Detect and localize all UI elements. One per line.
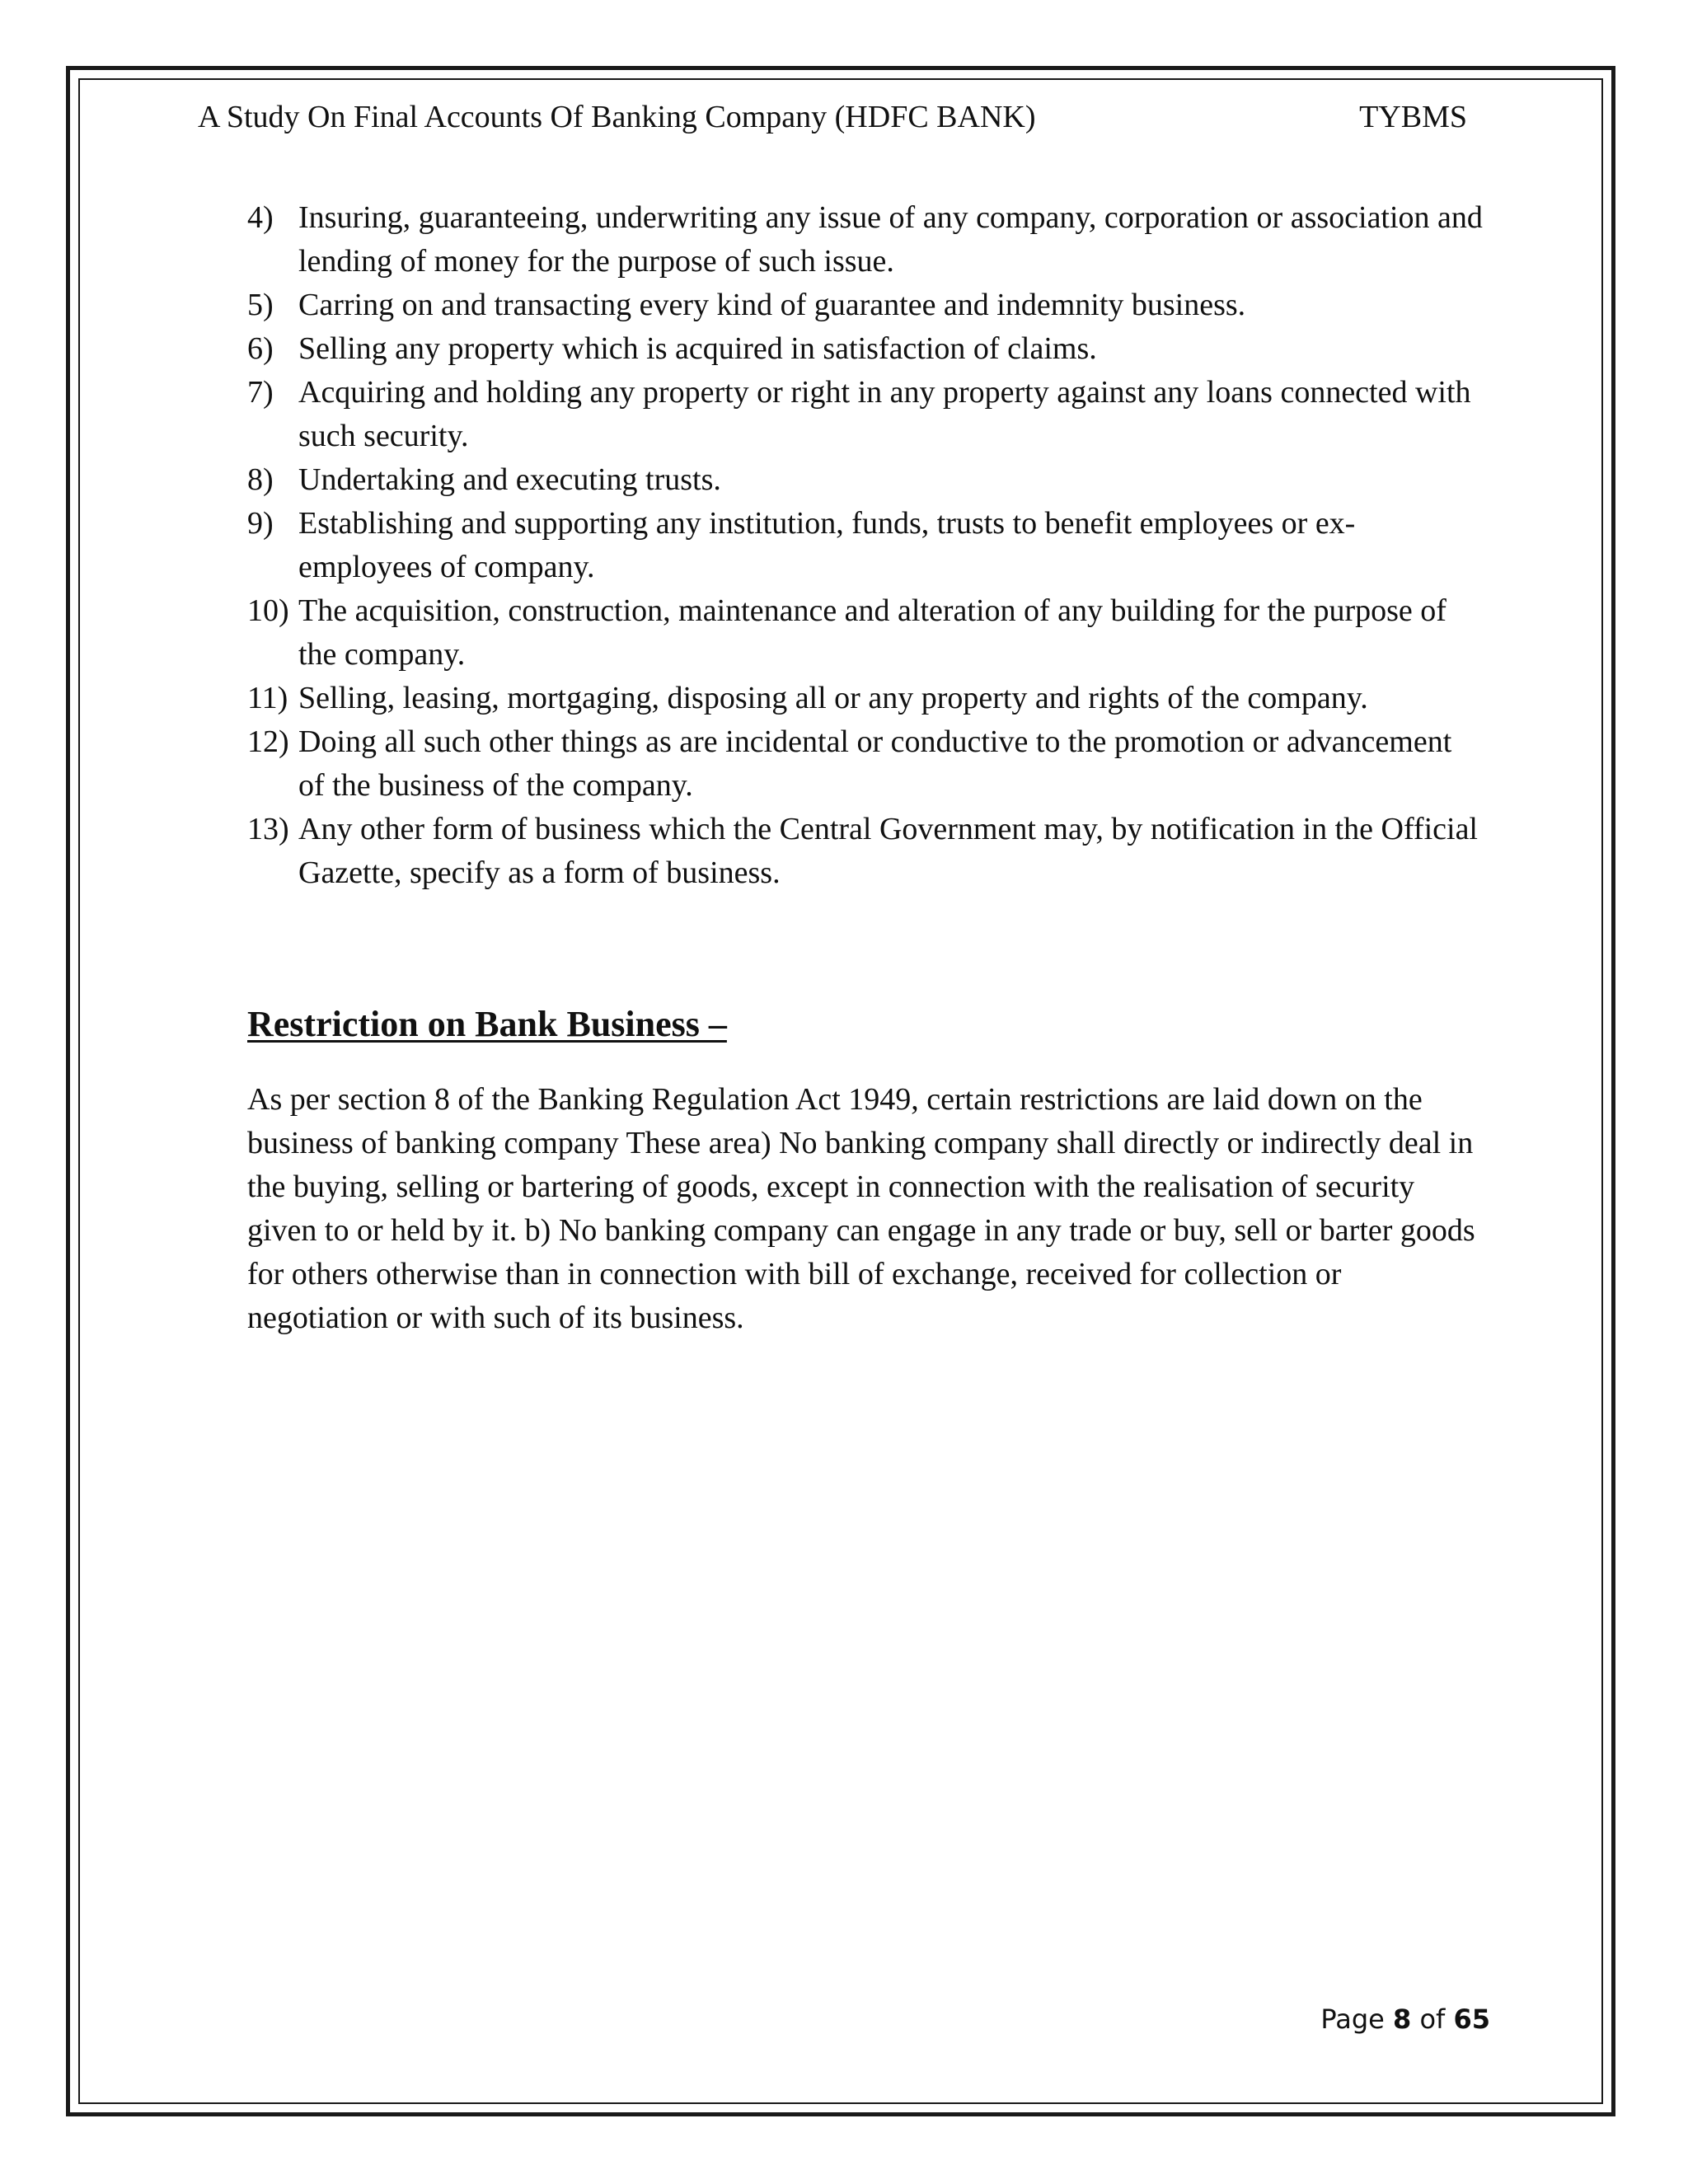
footer-page-number: 8 bbox=[1393, 2004, 1412, 2035]
list-item-number: 9) bbox=[247, 506, 274, 541]
list-item-number: 13) bbox=[247, 812, 289, 846]
list-item-text: Carring on and transacting every kind of guarantee and indemnity business. bbox=[298, 288, 1246, 322]
footer-of-word: of bbox=[1419, 2004, 1446, 2035]
list-item bbox=[247, 458, 1484, 502]
list-item-text: Acquiring and holding any property or right in any property against any loans connected with such security. bbox=[298, 375, 1471, 453]
section-heading: Restriction on Bank Business – bbox=[247, 1004, 727, 1044]
list-item-number: 8) bbox=[247, 462, 274, 497]
list-item-number: 6) bbox=[247, 331, 274, 366]
section-paragraph: As per section 8 of the Banking Regulation Act 1949, certain restrictions are laid down on the business of banking company These area) No banking company shall directly or indirectly deal in the buying, selling or bartering of goods, except in connection with the realisation of security given to or held by it. b) No banking company can engage in any trade or buy, sell or barter goods for others otherwise than in connection with bill of exchange, received for collection or negotiation or with such of its business. bbox=[247, 1082, 1475, 1335]
bank-business-list bbox=[247, 196, 1484, 895]
list-item-number: 5) bbox=[247, 288, 274, 322]
list-item-text: Undertaking and executing trusts. bbox=[298, 462, 721, 497]
list-item-number: 7) bbox=[247, 375, 274, 410]
list-item-text: Insuring, guaranteeing, underwriting any issue of any company, corporation or association and lending of money for the purpose of such issue. bbox=[298, 200, 1483, 279]
header-course: TYBMS bbox=[1359, 100, 1467, 134]
page-footer bbox=[1320, 2003, 1490, 2036]
list-item-number: 11) bbox=[247, 681, 288, 715]
list-item bbox=[247, 371, 1484, 458]
list-item-number: 12) bbox=[247, 724, 289, 759]
list-item-text: Doing all such other things as are incidental or conductive to the promotion or advancement of the business of the company. bbox=[298, 724, 1452, 803]
list-item-text: Selling, leasing, mortgaging, disposing all or any property and rights of the company. bbox=[298, 681, 1368, 715]
list-item-number: 4) bbox=[247, 200, 274, 235]
list-item-text: Selling any property which is acquired in satisfaction of claims. bbox=[298, 331, 1097, 366]
list-item bbox=[247, 720, 1484, 808]
header-title: A Study On Final Accounts Of Banking Company (HDFC BANK) bbox=[198, 100, 1036, 134]
list-item bbox=[247, 196, 1484, 284]
list-item bbox=[247, 808, 1484, 895]
footer-page-word: Page bbox=[1320, 2004, 1385, 2035]
list-item bbox=[247, 502, 1484, 589]
list-item-text: Any other form of business which the Central Government may, by notification in the Official Gazette, specify as a form of business. bbox=[298, 812, 1478, 890]
list-item-number: 10) bbox=[247, 593, 289, 628]
list-item-text: The acquisition, construction, maintenance and alteration of any building for the purpose of the company. bbox=[298, 593, 1447, 672]
footer-total-pages: 65 bbox=[1453, 2004, 1490, 2035]
list-item bbox=[247, 589, 1484, 677]
list-item-text: Establishing and supporting any institution, funds, trusts to benefit employees or ex-employees of company. bbox=[298, 506, 1356, 584]
list-item bbox=[247, 677, 1484, 720]
list-item bbox=[247, 327, 1484, 371]
list-item bbox=[247, 284, 1484, 327]
